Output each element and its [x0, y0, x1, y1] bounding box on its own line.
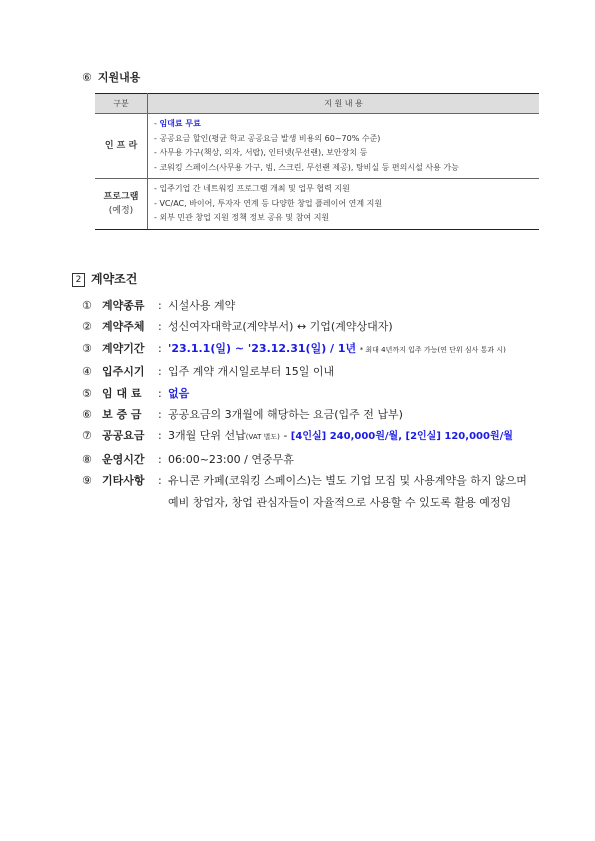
- term-value: 시설사용 계약: [168, 299, 236, 312]
- term-item: ① 계약종류 : 시설사용 계약: [82, 295, 582, 316]
- term-label: 기타사항: [102, 474, 145, 488]
- header-content: 지 원 내 용: [148, 94, 540, 114]
- term-value: 유니콘 카페(코워킹 스페이스)는 별도 기업 모집 및 사용계약을 하지 않으며: [168, 474, 527, 488]
- section-box-number: 2: [72, 273, 85, 287]
- term-value-continued: 예비 창업자, 창업 관심자들이 자율적으로 사용할 수 있도록 활용 예정임: [168, 495, 512, 509]
- item-text: 외부 민관 창업 지원 정책 정보 공유 및 참여 지원: [159, 213, 330, 222]
- table-row-program: [95, 179, 539, 230]
- header-category: 구분: [95, 94, 148, 114]
- item-text: 사무용 가구(책상, 의자, 서랍), 인터넷(무선랜), 보안장치 등: [159, 148, 368, 157]
- term-value: 입주 계약 개시일로부터 15일 이내: [168, 365, 335, 379]
- term-note: (VAT 별도): [245, 433, 280, 442]
- term-number: ④: [82, 365, 92, 379]
- term-item: ⑦ 공공요금 : 3개월 단위 선납(VAT 별도) - [4인실] 240,000원/월, [2인실] 120,000원/월: [82, 425, 582, 448]
- term-label: 계약기간: [102, 341, 145, 355]
- list-item: [154, 182, 539, 197]
- table-header-row: [95, 94, 539, 114]
- list-item: [154, 117, 539, 132]
- term-value: 3개월 단위 선납: [168, 429, 246, 443]
- item-text: VC/AC, 바이어, 투자자 연계 등 다양한 창업 플레이어 연계 지원: [159, 198, 383, 208]
- contract-section-heading: [72, 270, 137, 287]
- term-value: '23.1.1(일) ~ '23.12.31(일) / 1년: [168, 341, 357, 355]
- term-item: ② 계약주체 : 성신여자대학교(계약부서) ↔ 기업(계약상대자): [82, 316, 582, 337]
- item-text: 임대료 무료: [159, 119, 201, 128]
- section-title: 계약조건: [91, 272, 138, 286]
- term-value: 성신여자대학교(계약부서) ↔ 기업(계약상대자): [168, 320, 393, 334]
- term-number: ②: [82, 320, 92, 334]
- term-number: ⑧: [82, 452, 92, 466]
- category-note: (예정): [108, 205, 134, 216]
- support-section-heading: [82, 69, 140, 85]
- support-table: [95, 93, 539, 230]
- item-text: 입주기업 간 네트워킹 프로그램 개최 및 업무 협력 지원: [159, 184, 350, 193]
- term-value-highlight: [4인실] 240,000원/월, [2인실] 120,000원/월: [290, 431, 513, 443]
- category-program: [95, 179, 148, 230]
- term-label: 운영시간: [102, 452, 145, 466]
- term-item: ⑤ 임 대 료 : 없음: [82, 383, 582, 404]
- term-number: ⑦: [82, 429, 92, 443]
- term-item: ⑥ 보 증 금 : 공공요금의 3개월에 해당하는 요금(입주 전 납부): [82, 404, 582, 425]
- list-item: [154, 211, 539, 226]
- term-label: 계약종류: [102, 299, 145, 312]
- term-label: 공공요금: [102, 429, 145, 443]
- term-item: ⑨ 기타사항 : 유니콘 카페(코워킹 스페이스)는 별도 기업 모집 및 사용계약을 하지 않으며 예비 창업자, 창업 관심자들이 자율적으로 사용할 수 있도록 활용 예정임: [82, 470, 582, 513]
- contract-terms-list: [82, 295, 582, 513]
- content-cell: [148, 179, 540, 230]
- term-label: 입주시기: [102, 365, 145, 379]
- category-infra: [95, 114, 148, 179]
- category-label: 프로그램: [103, 191, 139, 202]
- list-item: [154, 161, 539, 176]
- table-row-infra: [95, 114, 539, 179]
- term-label: 보 증 금: [102, 408, 142, 422]
- section-title: 지원내용: [97, 71, 141, 84]
- section-number: ⑥: [82, 71, 92, 84]
- list-item: [154, 197, 539, 212]
- term-number: ⑨: [82, 474, 92, 488]
- term-value: 06:00~23:00 / 연중무휴: [168, 452, 294, 466]
- content-cell: [148, 114, 540, 179]
- term-value: 공공요금의 3개월에 해당하는 요금(입주 전 납부): [168, 408, 403, 422]
- term-number: ⑤: [82, 386, 92, 400]
- term-number: ③: [82, 341, 92, 355]
- item-text: 공공요금 할인(평균 학교 공공요금 발생 비용의 60~70% 수준): [159, 133, 381, 143]
- term-label: 계약주체: [102, 320, 145, 334]
- list-item: [154, 132, 539, 147]
- term-item: ④ 입주시기 : 입주 계약 개시일로부터 15일 이내: [82, 361, 582, 382]
- item-text: 코워킹 스페이스(사무용 가구, 빔, 스크린, 무선랜 제공), 탕비실 등 편의시설 사용 가능: [159, 162, 459, 172]
- term-note: * 최대 4년까지 입주 가능(연 단위 심사 통과 시): [359, 345, 506, 354]
- term-number: ⑥: [82, 408, 92, 422]
- term-item: ③ 계약기간 : '23.1.1(일) ~ '23.12.31(일) / 1년 * 최대 4년까지 입주 가능(연 단위 심사 통과 시): [82, 338, 582, 361]
- term-number: ①: [82, 299, 92, 312]
- term-item: ⑧ 운영시간 : 06:00~23:00 / 연중무휴: [82, 449, 582, 470]
- term-value: 없음: [168, 386, 190, 400]
- term-label: 임 대 료: [102, 386, 142, 400]
- category-label: 인 프 라: [104, 141, 138, 151]
- list-item: [154, 146, 539, 161]
